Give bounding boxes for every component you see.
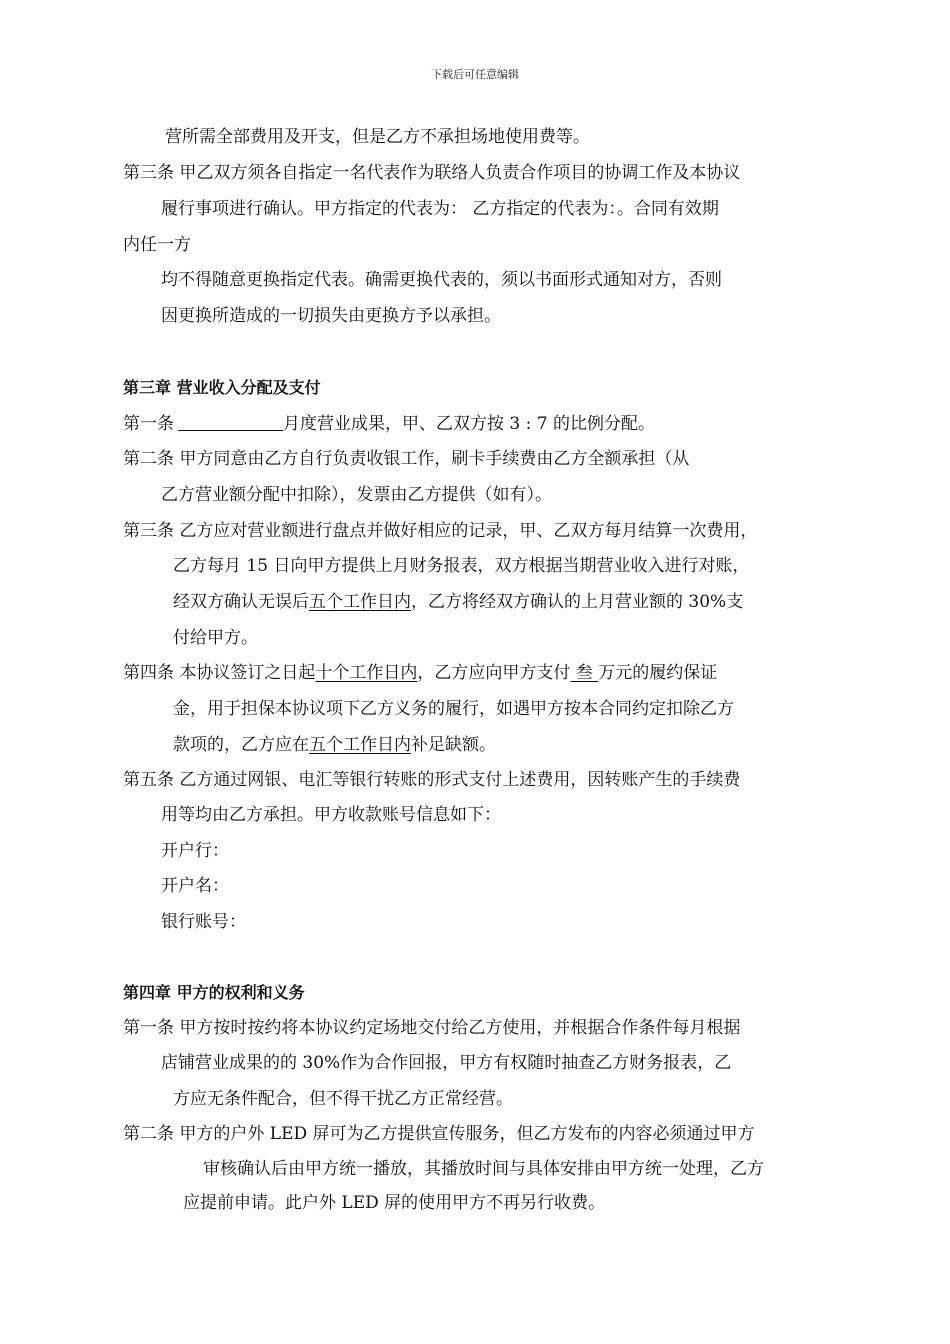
ch4-article-2-line: 第二条 甲方的户外 LED 屏可为乙方提供宣传服务，但乙方发布的内容必须通过甲方 bbox=[123, 1124, 755, 1144]
paragraph-line bbox=[173, 591, 743, 613]
ch3-article-3-line: 第三条 乙方应对营业额进行盘点并做好相应的记录，甲、乙双方每月结算一次费用， bbox=[123, 521, 758, 541]
article-3-line: 第三条 甲乙双方须各自指定一名代表作为联络人负责合作项目的协调工作及本协议 bbox=[123, 163, 741, 183]
underlined-term: 五个工作日内 bbox=[309, 592, 411, 612]
paragraph-line: 金，用于担保本协议项下乙方义务的履行，如遇甲方按本合同约定扣除乙方 bbox=[173, 699, 734, 719]
paragraph-line bbox=[173, 734, 496, 756]
paragraph-line: 营所需全部费用及开支，但是乙方不承担场地使用费等。 bbox=[165, 127, 590, 147]
ch3-article-4-line bbox=[123, 662, 717, 684]
ch3-article-5-line: 第五条 乙方通过网银、电汇等银行转账的形式支付上述费用，因转账产生的手续费 bbox=[123, 770, 741, 790]
underlined-amount: 叁 bbox=[570, 663, 599, 683]
paragraph-line: 店铺营业成果的的 30%作为合作回报，甲方有权随时抽查乙方财务报表，乙 bbox=[161, 1053, 732, 1073]
blank-underline bbox=[178, 414, 283, 431]
account-number-label: 银行账号： bbox=[161, 912, 246, 932]
chapter-3-title: 第三章 营业收入分配及支付 bbox=[123, 378, 321, 397]
paragraph-line: 均不得随意更换指定代表。确需更换代表的，须以书面形式通知对方，否则 bbox=[161, 270, 722, 290]
text: 经双方确认无误后 bbox=[173, 592, 309, 612]
text: ，乙方应向甲方支付 bbox=[417, 663, 571, 683]
paragraph-line: 内任一方 bbox=[123, 235, 191, 255]
text: ，乙方将经双方确认的上月营业额的 30%支 bbox=[411, 592, 744, 612]
paragraph-line: 履行事项进行确认。甲方指定的代表为： 乙方指定的代表为：。合同有效期 bbox=[161, 199, 719, 219]
bank-field-label: 开户行： bbox=[161, 841, 229, 861]
ch3-article-2-line: 第二条 甲方同意由乙方自行负责收银工作，刷卡手续费由乙方全额承担（从 bbox=[123, 449, 690, 469]
paragraph-line: 用等均由乙方承担。甲方收款账号信息如下： bbox=[161, 805, 501, 825]
paragraph-line: 方应无条件配合，但不得干扰乙方正常经营。 bbox=[173, 1089, 513, 1109]
paragraph-line: 因更换所造成的一切损失由更换方予以承担。 bbox=[161, 306, 501, 326]
underlined-term: 十个工作日内 bbox=[315, 663, 418, 683]
text: 第四条 本协议签订之日起 bbox=[123, 663, 316, 683]
ch3-article-1 bbox=[123, 413, 655, 435]
paragraph-line: 应提前申请。此户外 LED 屏的使用甲方不再另行收费。 bbox=[183, 1193, 606, 1213]
account-name-label: 开户名： bbox=[161, 876, 229, 896]
paragraph-line: 乙方每月 15 日向甲方提供上月财务报表，双方根据当期营业收入进行对账， bbox=[173, 556, 750, 576]
paragraph-line: 乙方营业额分配中扣除），发票由乙方提供（如有）。 bbox=[161, 485, 552, 505]
text: 款项的，乙方应在 bbox=[173, 735, 309, 755]
ch4-article-1-line: 第一条 甲方按时按约将本协议约定场地交付给乙方使用，并根据合作条件每月根据 bbox=[123, 1018, 741, 1038]
paragraph-line: 审核确认后由甲方统一播放，其播放时间与具体安排由甲方统一处理，乙方 bbox=[203, 1159, 764, 1179]
article-label: 第一条 bbox=[123, 414, 174, 434]
text: 万元的履约保证 bbox=[598, 663, 718, 683]
page-header: 下载后可任意编辑 bbox=[431, 68, 519, 81]
paragraph-line: 付给甲方。 bbox=[173, 628, 258, 648]
text: 补足缺额。 bbox=[411, 735, 496, 755]
chapter-4-title: 第四章 甲方的权利和义务 bbox=[123, 983, 305, 1002]
underlined-term: 五个工作日内 bbox=[309, 735, 411, 755]
article-text: 月度营业成果，甲、乙双方按 3 : 7 的比例分配。 bbox=[283, 414, 655, 434]
